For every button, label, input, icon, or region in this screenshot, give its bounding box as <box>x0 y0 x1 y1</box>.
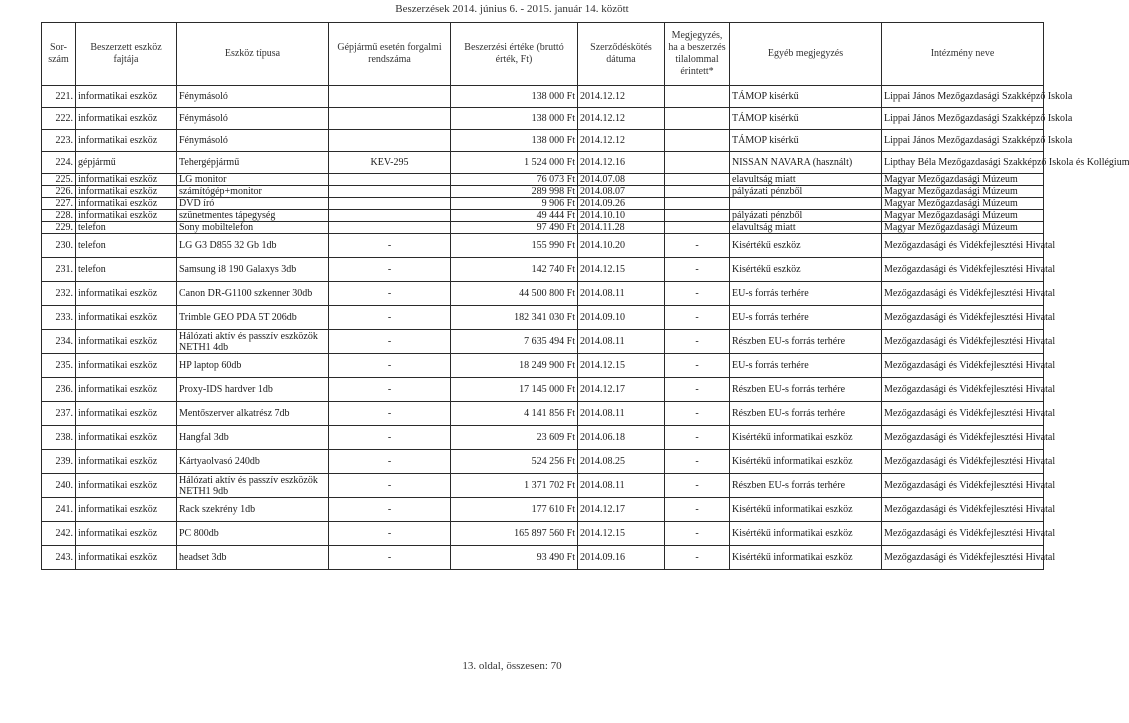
cell-date: 2014.12.12 <box>578 130 665 152</box>
cell-note: EU-s forrás terhére <box>730 354 882 378</box>
table-header-row <box>42 23 1044 86</box>
table-row <box>42 86 1044 108</box>
cell-remark <box>665 222 730 234</box>
cell-tool: Hangfal 3db <box>177 426 329 450</box>
table-row <box>42 130 1044 152</box>
cell-note: Kisértékű informatikai eszköz <box>730 450 882 474</box>
cell-plate: - <box>329 306 451 330</box>
cell-date: 2014.08.07 <box>578 186 665 198</box>
cell-num: 229. <box>42 222 76 234</box>
cell-inst: Mezőgazdasági és Vidékfejlesztési Hivatal <box>882 258 1044 282</box>
cell-tool: HP laptop 60db <box>177 354 329 378</box>
cell-note: Részben EU-s forrás terhére <box>730 402 882 426</box>
cell-plate <box>329 186 451 198</box>
cell-inst: Magyar Mezőgazdasági Múzeum <box>882 210 1044 222</box>
cell-plate: - <box>329 426 451 450</box>
cell-note: Kisértékű informatikai eszköz <box>730 498 882 522</box>
cell-note: Részben EU-s forrás terhére <box>730 378 882 402</box>
cell-date: 2014.08.11 <box>578 282 665 306</box>
cell-inst: Lippai János Mezőgazdasági Szakképző Iskola <box>882 108 1044 130</box>
cell-inst: Mezőgazdasági és Vidékfejlesztési Hivatal <box>882 306 1044 330</box>
cell-price: 155 990 Ft <box>451 234 578 258</box>
cell-price: 23 609 Ft <box>451 426 578 450</box>
page-footer: 13. oldal, összesen: 70 <box>462 660 562 672</box>
cell-inst: Mezőgazdasági és Vidékfejlesztési Hivatal <box>882 450 1044 474</box>
cell-inst: Magyar Mezőgazdasági Múzeum <box>882 186 1044 198</box>
cell-note: EU-s forrás terhére <box>730 282 882 306</box>
cell-type: informatikai eszköz <box>76 402 177 426</box>
table-row <box>42 186 1044 198</box>
cell-type: informatikai eszköz <box>76 330 177 354</box>
cell-note: TÁMOP kisérkű <box>730 108 882 130</box>
cell-price: 7 635 494 Ft <box>451 330 578 354</box>
cell-type: informatikai eszköz <box>76 378 177 402</box>
cell-type: informatikai eszköz <box>76 354 177 378</box>
table-row <box>42 282 1044 306</box>
table-row <box>42 222 1044 234</box>
cell-num: 224. <box>42 152 76 174</box>
cell-plate: - <box>329 354 451 378</box>
cell-note: Részben EU-s forrás terhére <box>730 474 882 498</box>
cell-remark: - <box>665 306 730 330</box>
cell-remark: - <box>665 282 730 306</box>
cell-type: informatikai eszköz <box>76 186 177 198</box>
cell-inst: Magyar Mezőgazdasági Múzeum <box>882 174 1044 186</box>
cell-price: 44 500 800 Ft <box>451 282 578 306</box>
cell-remark: - <box>665 330 730 354</box>
table-row <box>42 152 1044 174</box>
cell-type: informatikai eszköz <box>76 130 177 152</box>
cell-date: 2014.12.15 <box>578 354 665 378</box>
cell-price: 9 906 Ft <box>451 198 578 210</box>
cell-plate: - <box>329 330 451 354</box>
header-plate: Gépjármű esetén forgalmi rendszáma <box>329 23 451 86</box>
cell-type: informatikai eszköz <box>76 426 177 450</box>
cell-price: 49 444 Ft <box>451 210 578 222</box>
cell-num: 233. <box>42 306 76 330</box>
cell-num: 237. <box>42 402 76 426</box>
cell-date: 2014.07.08 <box>578 174 665 186</box>
cell-tool: Canon DR-G1100 szkenner 30db <box>177 282 329 306</box>
cell-date: 2014.12.12 <box>578 86 665 108</box>
header-price: Beszerzési értéke (bruttó érték, Ft) <box>451 23 578 86</box>
cell-num: 232. <box>42 282 76 306</box>
cell-note: pályázati pénzből <box>730 186 882 198</box>
cell-plate <box>329 86 451 108</box>
cell-remark <box>665 108 730 130</box>
cell-note: Részben EU-s forrás terhére <box>730 330 882 354</box>
cell-date: 2014.12.15 <box>578 522 665 546</box>
cell-type: telefon <box>76 234 177 258</box>
cell-num: 222. <box>42 108 76 130</box>
page-title: Beszerzések 2014. június 6. - 2015. január 14. között <box>395 3 629 15</box>
cell-type: informatikai eszköz <box>76 306 177 330</box>
cell-date: 2014.08.25 <box>578 450 665 474</box>
cell-type: informatikai eszköz <box>76 282 177 306</box>
cell-inst: Mezőgazdasági és Vidékfejlesztési Hivatal <box>882 426 1044 450</box>
cell-date: 2014.12.15 <box>578 258 665 282</box>
cell-note: NISSAN NAVARA (használt) <box>730 152 882 174</box>
cell-remark: - <box>665 498 730 522</box>
cell-date: 2014.09.16 <box>578 546 665 570</box>
cell-price: 18 249 900 Ft <box>451 354 578 378</box>
cell-price: 524 256 Ft <box>451 450 578 474</box>
cell-price: 1 371 702 Ft <box>451 474 578 498</box>
cell-plate: - <box>329 498 451 522</box>
cell-remark: - <box>665 450 730 474</box>
header-institution: Intézmény neve <box>882 23 1044 86</box>
cell-note: pályázati pénzből <box>730 210 882 222</box>
cell-date: 2014.09.10 <box>578 306 665 330</box>
cell-type: telefon <box>76 222 177 234</box>
procurement-table <box>41 22 1129 570</box>
cell-tool: Fénymásoló <box>177 108 329 130</box>
table-row <box>42 450 1044 474</box>
cell-inst: Mezőgazdasági és Vidékfejlesztési Hivatal <box>882 498 1044 522</box>
cell-price: 76 073 Ft <box>451 174 578 186</box>
cell-date: 2014.12.17 <box>578 378 665 402</box>
cell-tool: Fénymásoló <box>177 130 329 152</box>
cell-num: 227. <box>42 198 76 210</box>
cell-note: elavultság miatt <box>730 174 882 186</box>
cell-inst: Mezőgazdasági és Vidékfejlesztési Hivatal <box>882 330 1044 354</box>
cell-inst: Mezőgazdasági és Vidékfejlesztési Hivatal <box>882 546 1044 570</box>
cell-remark: - <box>665 258 730 282</box>
cell-tool: Proxy-IDS hardver 1db <box>177 378 329 402</box>
table-row <box>42 426 1044 450</box>
cell-num: 240. <box>42 474 76 498</box>
cell-tool: PC 800db <box>177 522 329 546</box>
cell-inst: Mezőgazdasági és Vidékfejlesztési Hivatal <box>882 354 1044 378</box>
cell-plate: - <box>329 378 451 402</box>
cell-remark <box>665 130 730 152</box>
header-type: Beszerzett eszköz fajtája <box>76 23 177 86</box>
cell-price: 165 897 560 Ft <box>451 522 578 546</box>
cell-num: 236. <box>42 378 76 402</box>
table-row <box>42 306 1044 330</box>
cell-type: informatikai eszköz <box>76 450 177 474</box>
cell-num: 225. <box>42 174 76 186</box>
cell-num: 242. <box>42 522 76 546</box>
cell-remark <box>665 152 730 174</box>
cell-type: informatikai eszköz <box>76 522 177 546</box>
table-row <box>42 198 1044 210</box>
header-num: Sor-szám <box>42 23 76 86</box>
cell-note: Kisértékű informatikai eszköz <box>730 426 882 450</box>
cell-tool: LG G3 D855 32 Gb 1db <box>177 234 329 258</box>
cell-plate: - <box>329 282 451 306</box>
cell-plate: - <box>329 522 451 546</box>
cell-price: 97 490 Ft <box>451 222 578 234</box>
cell-date: 2014.10.10 <box>578 210 665 222</box>
cell-inst: Magyar Mezőgazdasági Múzeum <box>882 198 1044 210</box>
header-note: Egyéb megjegyzés <box>730 23 882 86</box>
cell-price: 182 341 030 Ft <box>451 306 578 330</box>
cell-type: informatikai eszköz <box>76 498 177 522</box>
cell-note: TÁMOP kisérkű <box>730 130 882 152</box>
cell-plate <box>329 130 451 152</box>
table-body <box>42 86 1129 570</box>
cell-date: 2014.09.26 <box>578 198 665 210</box>
cell-plate <box>329 210 451 222</box>
cell-num: 238. <box>42 426 76 450</box>
cell-date: 2014.11.28 <box>578 222 665 234</box>
cell-plate: - <box>329 402 451 426</box>
cell-remark <box>665 174 730 186</box>
cell-tool: számítógép+monitor <box>177 186 329 198</box>
cell-price: 17 145 000 Ft <box>451 378 578 402</box>
header-remark: Megjegyzés, ha a beszerzés tilalommal érintett* <box>665 23 730 86</box>
cell-tool: Samsung i8 190 Galaxys 3db <box>177 258 329 282</box>
cell-inst: Magyar Mezőgazdasági Múzeum <box>882 222 1044 234</box>
header-date: Szerződéskötés dátuma <box>578 23 665 86</box>
cell-tool: Hálózati aktív és passzív eszközök NETH1 4db <box>177 330 329 354</box>
table-row <box>42 174 1044 186</box>
cell-num: 228. <box>42 210 76 222</box>
cell-num: 230. <box>42 234 76 258</box>
cell-plate <box>329 222 451 234</box>
cell-note: Kisértékű informatikai eszköz <box>730 522 882 546</box>
cell-remark: - <box>665 354 730 378</box>
cell-num: 234. <box>42 330 76 354</box>
cell-remark <box>665 198 730 210</box>
table-row <box>42 498 1044 522</box>
cell-inst: Mezőgazdasági és Vidékfejlesztési Hivatal <box>882 474 1044 498</box>
cell-tool: headset 3db <box>177 546 329 570</box>
cell-date: 2014.12.17 <box>578 498 665 522</box>
cell-inst: Mezőgazdasági és Vidékfejlesztési Hivatal <box>882 378 1044 402</box>
cell-plate: - <box>329 258 451 282</box>
cell-type: informatikai eszköz <box>76 210 177 222</box>
cell-date: 2014.12.12 <box>578 108 665 130</box>
cell-remark <box>665 186 730 198</box>
cell-inst: Mezőgazdasági és Vidékfejlesztési Hivatal <box>882 234 1044 258</box>
cell-num: 221. <box>42 86 76 108</box>
cell-type: informatikai eszköz <box>76 174 177 186</box>
cell-plate <box>329 108 451 130</box>
cell-date: 2014.06.18 <box>578 426 665 450</box>
cell-date: 2014.10.20 <box>578 234 665 258</box>
cell-price: 142 740 Ft <box>451 258 578 282</box>
cell-remark: - <box>665 474 730 498</box>
table-row <box>42 402 1044 426</box>
table-row <box>42 330 1044 354</box>
cell-tool: Mentőszerver alkatrész 7db <box>177 402 329 426</box>
cell-remark: - <box>665 234 730 258</box>
cell-num: 243. <box>42 546 76 570</box>
table-row <box>42 210 1044 222</box>
cell-note: elavultság miatt <box>730 222 882 234</box>
table-row <box>42 258 1044 282</box>
cell-price: 138 000 Ft <box>451 86 578 108</box>
cell-inst: Mezőgazdasági és Vidékfejlesztési Hivatal <box>882 402 1044 426</box>
table-row <box>42 234 1044 258</box>
table-row <box>42 546 1044 570</box>
cell-plate: - <box>329 546 451 570</box>
cell-type: informatikai eszköz <box>76 86 177 108</box>
cell-num: 241. <box>42 498 76 522</box>
cell-date: 2014.08.11 <box>578 330 665 354</box>
table-row <box>42 474 1044 498</box>
cell-tool: LG monitor <box>177 174 329 186</box>
cell-tool: szünetmentes tápegység <box>177 210 329 222</box>
cell-tool: Rack szekrény 1db <box>177 498 329 522</box>
cell-price: 1 524 000 Ft <box>451 152 578 174</box>
cell-remark: - <box>665 378 730 402</box>
cell-plate: - <box>329 450 451 474</box>
cell-price: 289 998 Ft <box>451 186 578 198</box>
cell-plate: - <box>329 234 451 258</box>
cell-date: 2014.08.11 <box>578 474 665 498</box>
cell-type: gépjármű <box>76 152 177 174</box>
cell-inst: Lipthay Béla Mezőgazdasági Szakképző Iskola és Kollégium <box>882 152 1044 174</box>
cell-num: 231. <box>42 258 76 282</box>
cell-remark: - <box>665 546 730 570</box>
cell-inst: Mezőgazdasági és Vidékfejlesztési Hivatal <box>882 282 1044 306</box>
cell-note: TÁMOP kisérkű <box>730 86 882 108</box>
header-tool: Eszköz típusa <box>177 23 329 86</box>
cell-price: 93 490 Ft <box>451 546 578 570</box>
cell-inst: Mezőgazdasági és Vidékfejlesztési Hivatal <box>882 522 1044 546</box>
cell-note: Kisértékű eszköz <box>730 258 882 282</box>
cell-type: informatikai eszköz <box>76 546 177 570</box>
cell-type: informatikai eszköz <box>76 108 177 130</box>
cell-inst: Lippai János Mezőgazdasági Szakképző Iskola <box>882 130 1044 152</box>
cell-date: 2014.12.16 <box>578 152 665 174</box>
cell-note: EU-s forrás terhére <box>730 306 882 330</box>
cell-remark: - <box>665 522 730 546</box>
cell-plate <box>329 174 451 186</box>
cell-inst: Lippai János Mezőgazdasági Szakképző Iskola <box>882 86 1044 108</box>
cell-remark <box>665 86 730 108</box>
cell-remark: - <box>665 426 730 450</box>
cell-num: 235. <box>42 354 76 378</box>
cell-num: 223. <box>42 130 76 152</box>
cell-remark <box>665 210 730 222</box>
cell-tool: Sony mobiltelefon <box>177 222 329 234</box>
cell-date: 2014.08.11 <box>578 402 665 426</box>
cell-note <box>730 198 882 210</box>
cell-type: telefon <box>76 258 177 282</box>
cell-remark: - <box>665 402 730 426</box>
cell-tool: Tehergépjármű <box>177 152 329 174</box>
cell-tool: DVD író <box>177 198 329 210</box>
cell-price: 138 000 Ft <box>451 130 578 152</box>
cell-plate: - <box>329 474 451 498</box>
table-row <box>42 378 1044 402</box>
cell-price: 138 000 Ft <box>451 108 578 130</box>
cell-plate <box>329 198 451 210</box>
cell-num: 239. <box>42 450 76 474</box>
cell-tool: Trimble GEO PDA 5T 206db <box>177 306 329 330</box>
cell-type: informatikai eszköz <box>76 474 177 498</box>
cell-plate: KEV-295 <box>329 152 451 174</box>
cell-tool: Hálózati aktív és passzív eszközök NETH1 9db <box>177 474 329 498</box>
cell-price: 4 141 856 Ft <box>451 402 578 426</box>
table-row <box>42 108 1044 130</box>
cell-note: Kisértékű informatikai eszköz <box>730 546 882 570</box>
cell-tool: Fénymásoló <box>177 86 329 108</box>
table-row <box>42 522 1044 546</box>
cell-note: Kisértékű eszköz <box>730 234 882 258</box>
cell-type: informatikai eszköz <box>76 198 177 210</box>
cell-tool: Kártyaolvasó 240db <box>177 450 329 474</box>
table-row <box>42 354 1044 378</box>
cell-num: 226. <box>42 186 76 198</box>
cell-price: 177 610 Ft <box>451 498 578 522</box>
